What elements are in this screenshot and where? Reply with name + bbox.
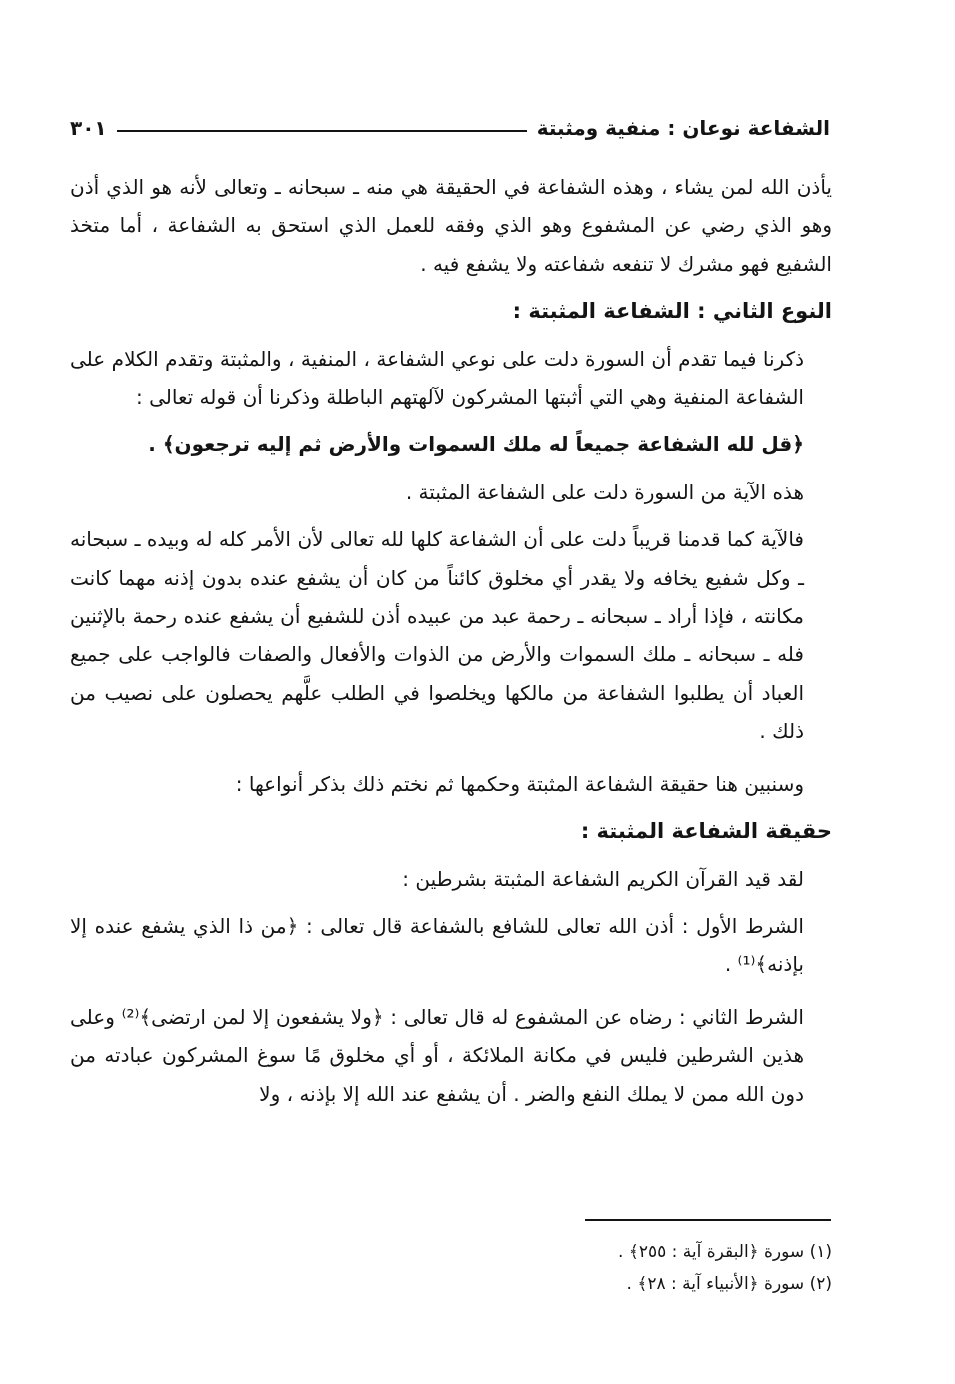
paragraph-1: يأذن الله لمن يشاء ، وهذه الشفاعة في الحقيقة هي منه ـ سبحانه ـ وتعالى لأنه هو الذي أذن وهو الذي رضي عن المشفوع وهو الذي وفقه للعمل الذي استحق به الشفاعة ، أما متخذ الشفيع فهو مشرك لا تنفعه شفاعته ولا يشفع فيه . [70,175,832,276]
footnote-1: (١) سورة ﴿البقرة آية : ٢٥٥﴾ . [618,1242,832,1262]
quran-verse-1: ﴿قل لله الشفاعة جميعاً له ملك السموات والأرض ثم إليه ترجعون﴾ . [148,432,804,457]
paragraph-8: الشرط الثاني : رضاه عن المشفوع له قال تعالى : ﴿ولا يشفعون إلا لمن ارتضى﴾⁽²⁾ وعلى هذين الشرطين فليس في مكانة الملائكة ، أو أي مخلوق مًا سوغ المشركون عبادته من دون الله ممن لا يملك النفع والضر . أن يشفع عند الله إلا بإذنه ، ولا [70,1004,804,1106]
paragraph-5: وسنبين هنا حقيقة الشفاعة المثبتة وحكمها ثم نختم ذلك بذكر أنواعها : [235,771,804,796]
paragraph-7: الشرط الأول : أذن الله تعالى للشافع بالشفاعة قال تعالى : ﴿من ذا الذي يشفع عنده إلا بإذنه﴾⁽¹⁾ . [70,913,804,977]
footnote-separator [585,1219,831,1221]
running-header [70,112,830,144]
header-title: الشفاعة نوعان : منفية ومثبتة [536,116,830,140]
header-rule [117,130,527,132]
paragraph-2: ذكرنا فيما تقدم أن السورة دلت على نوعي الشفاعة ، المنفية ، والمثبتة وتقدم الكلام على الشفاعة المنفية وهي التي أثبتها المشركون لآلهتهم الباطلة وذكرنا أن قوله تعالى : [70,346,804,410]
section-heading-2: حقيقة الشفاعة المثبتة : [580,819,832,844]
footnote-2: (٢) سورة ﴿الأنبياء آية : ٢٨﴾ . [626,1274,832,1294]
page-number: ٣٠١ [70,116,107,140]
body-text [70,168,832,1113]
section-heading-1: النوع الثاني : الشفاعة المثبتة : [512,299,832,324]
paragraph-4: فالآية كما قدمنا قريباً دلت على أن الشفاعة كلها لله تعالى لأن الأمر كله له وبيده ـ سبحانه ـ وكل شفيع يخافه ولا يقدر أي مخلوق كائناً من كان أن يشفع عنده بدون إذنه مهما كانت مكانته ، فإذا أراد ـ سبحانه ـ رحمة عبد من عبيده أذن للشفيع أن يشفع عنده رحمة بالإثنين فله ـ سبحانه ـ ملك السموات والأرض من الذوات والأفعال والصفات فالواجب على جميع العباد أن يطلبوا الشفاعة من مالكها ويخلصوا في الطلب علَّهم يحصلون على نصيب من ذلك . [70,527,804,744]
footnotes [420,1236,832,1300]
paragraph-6: لقد قيد القرآن الكريم الشفاعة المثبتة بشرطين : [402,866,804,891]
paragraph-3: هذه الآية من السورة دلت على الشفاعة المثبتة . [405,479,804,504]
